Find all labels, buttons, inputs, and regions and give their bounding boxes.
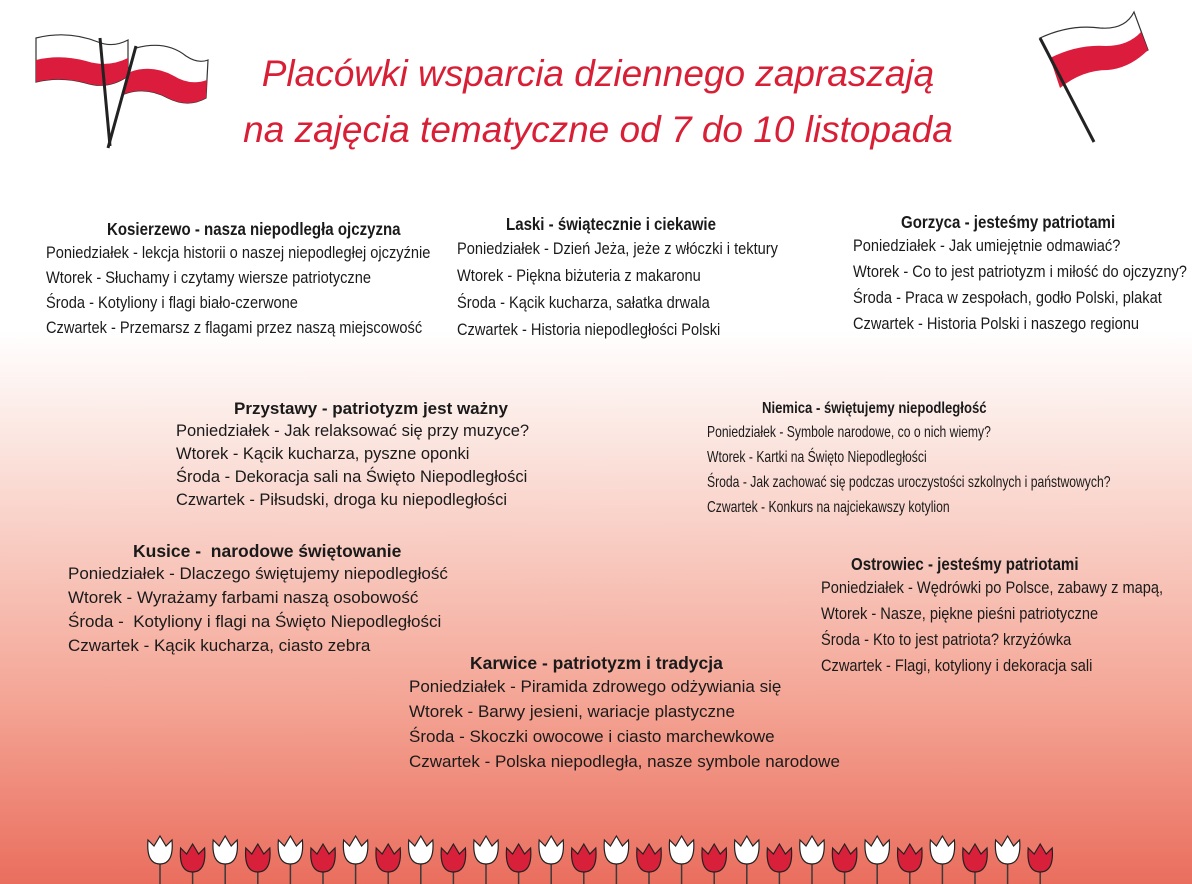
- tulip-icon: [148, 836, 173, 884]
- schedule-line: Wtorek - Słuchamy i czytamy wiersze patriotyczne: [46, 268, 371, 287]
- schedule-line: Wtorek - Kartki na Święto Niepodległości: [707, 449, 927, 466]
- section-kusice: [68, 540, 448, 658]
- tulip-icon: [995, 836, 1020, 884]
- section-heading: Karwice - patriotyzm i tradycja: [470, 653, 723, 673]
- tulip-icon: [213, 836, 238, 884]
- schedule-line: Czwartek - Przemarsz z flagami przez naszą miejscowość: [46, 318, 423, 337]
- schedule-line: Środa - Jak zachować się podczas uroczystości szkolnych i państwowych?: [707, 474, 1111, 491]
- schedule-line: Wtorek - Kącik kucharza, pyszne oponki: [176, 445, 470, 463]
- schedule-line: Środa - Skoczki owocowe i ciasto marchewkowe: [409, 727, 775, 746]
- tulip-icon: [539, 836, 564, 884]
- section-gorzyca: [853, 211, 1192, 337]
- page-title-line-2: na zajęcia tematyczne od 7 do 10 listopada: [243, 109, 953, 150]
- schedule-line: Środa - Kącik kucharza, sałatka drwala: [457, 293, 710, 312]
- schedule-line: Wtorek - Barwy jesieni, wariacje plastyczne: [409, 702, 735, 721]
- tulip-border: [0, 828, 1192, 884]
- tulip-icon: [735, 836, 760, 884]
- schedule-line: Środa - Kotyliony i flagi na Święto Niepodległości: [68, 612, 442, 631]
- tulip-icon: [376, 844, 401, 884]
- schedule-line: Poniedziałek - Piramida zdrowego odżywiania się: [409, 677, 782, 696]
- section-heading: Przystawy - patriotyzm jest ważny: [234, 399, 508, 418]
- tulip-icon: [637, 844, 662, 884]
- tulip-icon: [963, 844, 988, 884]
- section-ostrowiec: [821, 553, 1192, 679]
- tulip-icon: [506, 844, 530, 884]
- schedule-line: Czwartek - Kącik kucharza, ciasto zebra: [68, 636, 371, 655]
- tulip-icon: [702, 844, 727, 884]
- schedule-line: Wtorek - Nasze, piękne pieśni patriotyczne: [821, 604, 1099, 623]
- schedule-line: Czwartek - Flagi, kotyliony i dekoracja sali: [821, 656, 1093, 675]
- tulip-icon: [311, 844, 336, 884]
- schedule-line: Poniedziałek - Symbole narodowe, co o nich wiemy?: [707, 424, 991, 441]
- schedule-line: Poniedziałek - Wędrówki po Polsce, zabawy z mapą,: [821, 578, 1164, 597]
- section-karwice: [409, 652, 840, 774]
- section-kosierzewo: [46, 218, 493, 340]
- tulip-icon: [767, 844, 792, 884]
- tulip-icon: [572, 844, 597, 884]
- tulip-icon: [278, 836, 303, 884]
- tulip-icon: [441, 844, 466, 884]
- schedule-line: Poniedziałek - Jak relaksować się przy muzyce?: [176, 422, 530, 440]
- tulip-icon: [800, 836, 825, 884]
- schedule-line: Wtorek - Wyrażamy farbami naszą osobowość: [68, 588, 419, 607]
- schedule-line: Poniedziałek - Jak umiejętnie odmawiać?: [853, 236, 1121, 255]
- section-laski: [457, 213, 830, 343]
- tulip-icon: [343, 836, 368, 884]
- schedule-line: Czwartek - Historia niepodległości Polski: [457, 320, 721, 339]
- tulip-icon: [246, 844, 270, 884]
- tulip-icon: [1028, 844, 1053, 884]
- tulip-icon: [865, 836, 890, 884]
- section-heading: Niemica - świętujemy niepodległość: [762, 400, 987, 417]
- schedule-line: Wtorek - Piękna biżuteria z makaronu: [457, 266, 701, 285]
- section-heading: Kosierzewo - nasza niepodległa ojczyzna: [107, 219, 401, 239]
- tulip-icon: [832, 844, 857, 884]
- page-title-line-1: Placówki wsparcia dziennego zapraszają: [261, 53, 935, 94]
- tulip-icon: [409, 836, 434, 884]
- schedule-line: Czwartek - Historia Polski i naszego regionu: [853, 314, 1140, 333]
- schedule-line: Poniedziałek - lekcja historii o naszej niepodległej ojczyźnie: [46, 243, 431, 262]
- schedule-line: Środa - Kotyliony i flagi biało-czerwone: [46, 293, 298, 312]
- section-przystawy: [176, 398, 529, 512]
- tulip-icon: [474, 836, 499, 884]
- tulip-icon: [669, 836, 694, 884]
- schedule-line: Wtorek - Co to jest patriotyzm i miłość do ojczyzny?: [853, 262, 1187, 281]
- schedule-line: Środa - Dekoracja sali na Święto Niepodległości: [176, 468, 528, 486]
- schedule-line: Środa - Kto to jest patriota? krzyżówka: [821, 630, 1072, 649]
- section-heading: Ostrowiec - jesteśmy patriotami: [851, 554, 1079, 574]
- schedule-line: Czwartek - Polska niepodległa, nasze symbole narodowe: [409, 752, 840, 771]
- schedule-line: Środa - Praca w zespołach, godło Polski, plakat: [853, 288, 1162, 307]
- tulip-icon: [898, 844, 923, 884]
- schedule-line: Czwartek - Piłsudski, droga ku niepodległości: [176, 491, 508, 509]
- section-niemica: [707, 398, 1192, 520]
- tulip-icon: [180, 844, 205, 884]
- schedule-line: Czwartek - Konkurs na najciekawszy kotylion: [707, 499, 950, 516]
- section-heading: Kusice - narodowe świętowanie: [133, 541, 402, 561]
- section-heading: Laski - świątecznie i ciekawie: [506, 214, 716, 234]
- schedule-line: Poniedziałek - Dlaczego świętujemy niepodległość: [68, 564, 448, 583]
- tulip-icon: [930, 836, 955, 884]
- schedule-line: Poniedziałek - Dzień Jeża, jeże z włóczki i tektury: [457, 239, 778, 258]
- section-heading: Gorzyca - jesteśmy patriotami: [901, 212, 1116, 232]
- tulip-icon: [604, 836, 629, 884]
